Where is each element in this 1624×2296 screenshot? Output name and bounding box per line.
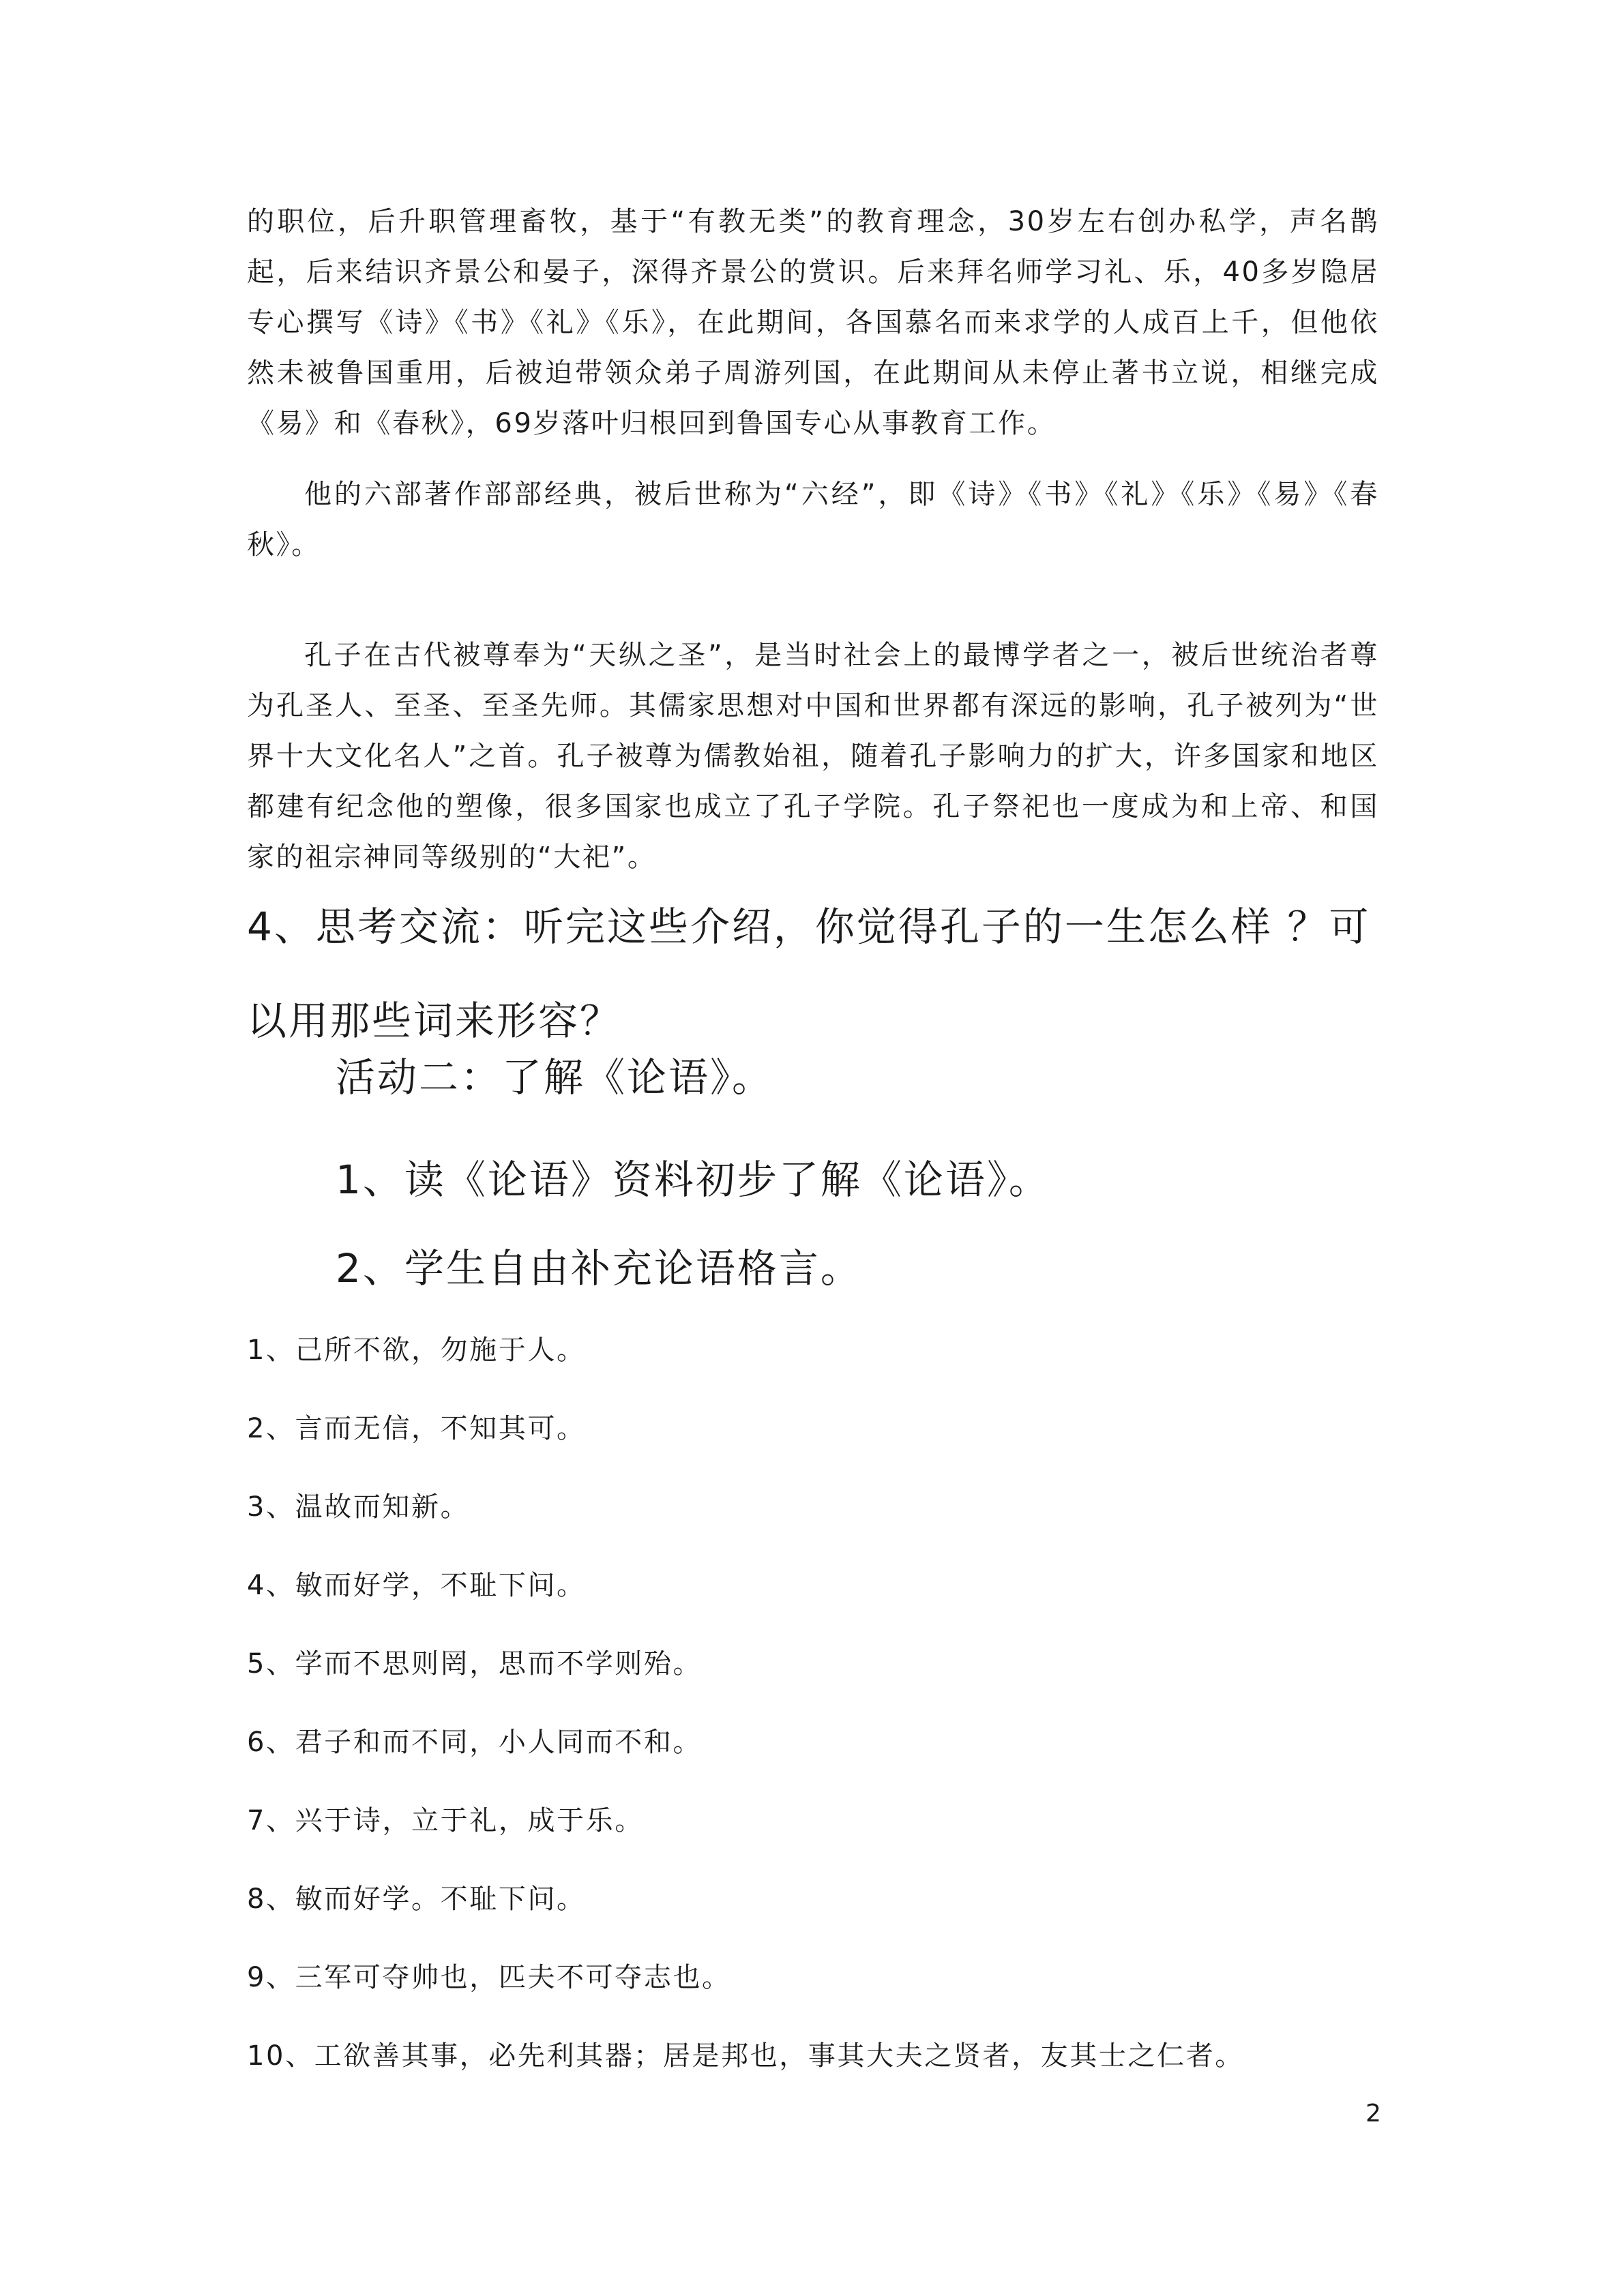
discussion-question: 4、思考交流：听完这些介绍，你觉得孔子的一生怎么样 ？可以用那些词来形容？ <box>247 904 1371 1044</box>
list-item: 1、己所不欲，勿施于人。 <box>247 1335 586 1366</box>
analects-quote-list <box>247 1330 1244 2114</box>
paragraph-six-classics: 他的六部著作部部经典，被后世称为“六经”，即《诗》《书》《礼》《乐》《易》《春秋》。 <box>247 479 1379 561</box>
activity-step-2: 2、学生自由补充论语格言。 <box>336 1245 862 1292</box>
paragraph-confucius-legacy: 孔子在古代被尊奉为“天纵之圣”，是当时社会上的最博学者之一，被后世统治者尊为孔圣人、至圣、至圣先师。其儒家思想对中国和世界都有深远的影响，孔子被列为“世界十大文化名人”之首。孔子被尊为儒教始祖，随着孔子影响力的扩大，许多国家和地区都建有纪念他的塑像，很多国家也成立了孔子学院。孔子祭祀也一度成为和上帝、和国家的祖宗神同等级别的“大祀”。 <box>247 640 1379 873</box>
activity-title: 活动二：了解《论语》。 <box>336 1054 774 1101</box>
list-item: 5、学而不思则罔，思而不学则殆。 <box>247 1648 703 1680</box>
list-item: 6、君子和而不同，小人同而不和。 <box>247 1727 703 1758</box>
activity-step-1: 1、读《论语》资料初步了解《论语》。 <box>336 1157 1050 1203</box>
list-item: 2、言而无信，不知其可。 <box>247 1413 586 1444</box>
list-item: 4、敏而好学，不耻下问。 <box>247 1570 586 1601</box>
list-item: 8、敏而好学。不耻下问。 <box>247 1883 586 1915</box>
page-number: 2 <box>1365 2100 1381 2128</box>
list-item: 7、兴于诗，立于礼，成于乐。 <box>247 1805 644 1836</box>
list-item: 3、温故而知新。 <box>247 1491 470 1523</box>
paragraph-confucius-life: 的职位，后升职管理畜牧，基于“有教无类”的教育理念，30岁左右创办私学，声名鹊起，后来结识齐景公和晏子，深得齐景公的赏识。后来拜名师学习礼、乐，40多岁隐居专心撰写《诗》《书》《礼》《乐》，在此期间，各国慕名而来求学的人成百上千，但他依然未被鲁国重用，后被迫带领众弟子周游列国，在此期间从未停止著书立说，相继完成《易》和《春秋》，69岁落叶归根回到鲁国专心从事教育工作。 <box>247 206 1379 439</box>
list-item: 9、三军可夺帅也，匹夫不可夺志也。 <box>247 1962 731 1993</box>
list-item: 10、工欲善其事，必先利其器；居是邦也，事其大夫之贤者，友其士之仁者。 <box>247 2040 1244 2072</box>
